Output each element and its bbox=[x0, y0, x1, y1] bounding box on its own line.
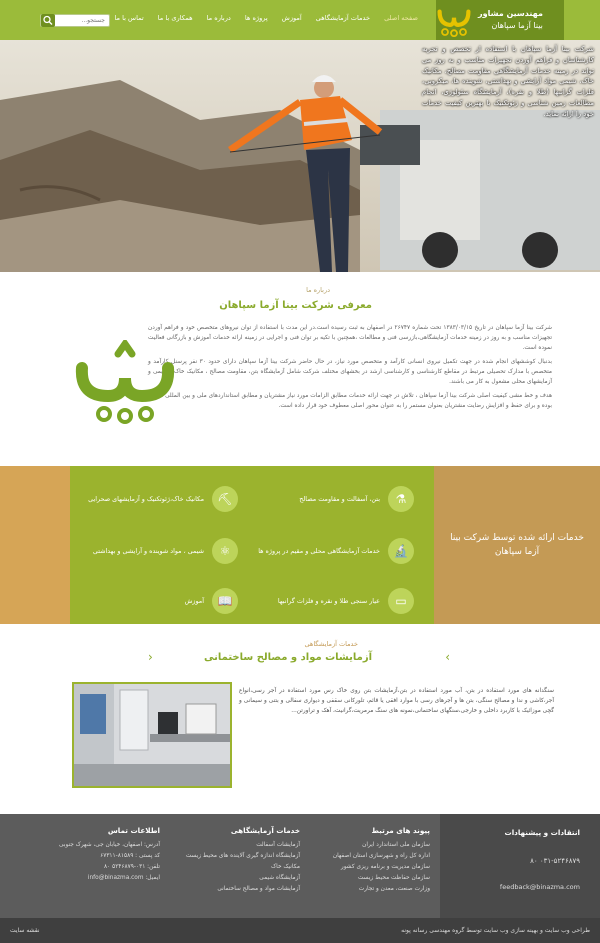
footer-lab-link[interactable]: مکانیک خاک bbox=[270, 864, 300, 870]
footer-lab-services-title: خدمات آزمایشگاهی bbox=[230, 826, 300, 835]
footer-lab-link[interactable]: آزمایشگاه شیمی bbox=[259, 875, 300, 881]
service-label: آموزش bbox=[184, 597, 204, 605]
hero-text: شرکت بینا آزما سپاهان با استفاده از تخصص و تجربه کارشناسان و فراهم آوردن تجهیزات مناسب و به روز می تواند در زمینه خدمات آزمایشگاهی مقاومت مصالح، مکانیک خاک، شیمی مواد آرایشی و بهداشتی، شوینده ها، میکروبی، فلزات گرانبها (طلا و نقره)، آزمایشگاه سئولوژی، انجام مطالعات زمین شناسی و ژئوتکنیک با بهترین کیفیت خدمات خود را ارائه نماید. bbox=[422, 45, 594, 118]
search-button[interactable] bbox=[41, 14, 55, 27]
nav-cooperation[interactable]: همکاری با ما bbox=[157, 14, 193, 22]
book-icon: 📖 bbox=[212, 588, 238, 614]
footer-contact-title: اطلاعات تماس bbox=[107, 826, 160, 835]
footer-links bbox=[310, 826, 430, 897]
chemistry-icon: ⚛ bbox=[212, 538, 238, 564]
service-chemistry[interactable] bbox=[93, 538, 238, 564]
about-paragraph-3: هدف و خط مشی کیفیت اصلی شرکت بینا آزما سپاهان ، تلاش در جهت ارائه خدمات مطابق الزامات مورد نیاز مشتریان و مطابق استانداردهای ملی و بین المللی مرتبط بوده و برای حفظ و افزایش رضایت مشتریان بعنوان مستمر را به عنوان محور اصلی معطوف خود قرار داده است. bbox=[148, 393, 552, 409]
services-title: خدمات ارائه شده توسط شرکت بینا آزما سپاهان bbox=[434, 466, 600, 624]
about-paragraph-2: بدنبال کوششهای انجام شده در جهت تکمیل نیروی انسانی کارآمد و متخصص مورد نیاز، در حال حاضر شرکت بینا آزما سپاهان دارای حدود ۳۰ نفر پرسنل کارآمد و متخصص با مدارک تحصیلی مرتبط در مقاطع کارشناسی و کارشناسی ارشد در بخشهای مختلف شرکت شامل آزمایشگاه بتن، مقاومت مصالح ، مکانیک خاک ، شیمی و آزمایشهای محلی مشغول به کار می باشند. bbox=[148, 359, 552, 385]
lab-body: سنگدانه های مورد استفاده در بتن، آب مورد استفاده در بتن،آزمایشات بتن روی خاک رس مورد استفاده در آجر رسی،انواع آجر،کاشی و ندا و مصالح سنگی، بتن ها و آجرهای رسی با موارد افقی یا قائم، تلورکانی سقفی و دیواری سفالی و بتنی و سیمانی و گچی موزائیک با کاربرد داخلی و خارجی،سنگهای ساختمانی،نمونه های سنگ مرمریت،گرانیت، آهک و تراورتن... bbox=[239, 688, 554, 714]
footer-feedback-title: انتقادات و پیشنهادات bbox=[504, 828, 580, 837]
logo-line-2: بينا آزما سپاهان bbox=[491, 21, 543, 30]
microscope-icon: 🔬 bbox=[388, 538, 414, 564]
service-label: بتن، آسفالت و مقاومت مصالح bbox=[299, 495, 380, 503]
footer-contact-phone: تلفن: ۰۳۱-۵۲۴۶۸۷۹ ۸۰ bbox=[104, 864, 160, 870]
main-nav bbox=[107, 14, 425, 22]
bottom-bar bbox=[0, 918, 600, 943]
service-label: عیار سنجی طلا و نقره و فلزات گرانبها bbox=[277, 597, 380, 605]
service-label: شیمی ، مواد شوینده و آرایشی و بهداشتی bbox=[92, 547, 204, 555]
footer-link[interactable]: سازمان حفاظت محیط زیست bbox=[357, 875, 430, 881]
footer-link[interactable]: سازمان مدیریت و برنامه ریزی کشور bbox=[340, 864, 430, 870]
service-training[interactable] bbox=[185, 588, 238, 614]
lab-photo-image bbox=[74, 684, 230, 786]
flask-icon: ⚗ bbox=[388, 486, 414, 512]
service-onsite-lab[interactable] bbox=[258, 538, 414, 564]
copyright-text[interactable]: طراحی وب سایت و بهینه سازی وب سایت توسط گروه مهندسی رسانه پونه bbox=[401, 927, 590, 934]
footer-feedback-email[interactable]: feedback@binazma.com bbox=[499, 883, 580, 891]
carousel-next-icon[interactable]: › bbox=[445, 650, 450, 664]
services-left-strip bbox=[0, 466, 70, 624]
about-body bbox=[148, 323, 552, 415]
lab-photo bbox=[72, 682, 232, 788]
company-logo-large-icon bbox=[70, 340, 180, 424]
footer-feedback-phone: ۰۳۱-۵۲۴۶۸۷۹ ۸۰ bbox=[530, 857, 580, 865]
carousel-prev-icon[interactable]: ‹ bbox=[148, 650, 153, 664]
service-label: مکانیک خاک،ژئوتکنیک و آزمایشهای صحرایی bbox=[88, 495, 204, 503]
footer-contact-email[interactable]: ایمیل: info@binazma.com bbox=[87, 875, 160, 881]
about-paragraph-1: شرکت بینا آزما سپاهان در تاریخ ۱۳۸۳/۰۳/۱۵ تحت شماره ۲۶۷۴۷ در اصفهان به ثبت رسیده است.در این مدت با استفاده از توان نیروهای متخصص خود و فراهم آوردن تجهیزات مناسب و به روز در زمینه خدمات آزمایشگاهی،بازرسی فنی و مطالعات ،همچنین با تکیه بر توان فنی و اجرایی در زمینه ارائه خدمات آموزش و بازرگانی فعالیت نموده است. bbox=[148, 325, 553, 351]
footer-links-title: پیوند های مرتبط bbox=[371, 826, 430, 835]
logo-line-1: مهندسين مشاور bbox=[478, 9, 543, 18]
gold-bars-icon: ▭ bbox=[388, 588, 414, 614]
footer-lab-link[interactable]: آزمایشگاه اندازه گیری آلاینده های محیط زیست bbox=[185, 853, 300, 859]
service-soil[interactable] bbox=[88, 486, 238, 512]
service-label: خدمات آزمایشگاهی محلی و مقیم در پروژه ها bbox=[258, 547, 380, 555]
footer-lab-link[interactable]: آزمایشات آسفالت bbox=[256, 842, 300, 848]
about-label: درباره ما bbox=[306, 286, 330, 294]
lab-label: خدمات آزمایشگاهی bbox=[304, 640, 358, 648]
nav-projects[interactable]: پروژه ها bbox=[244, 14, 268, 22]
footer-contact-address: آدرس: اصفهان، خیابان جی، شهرک جنوبی bbox=[59, 842, 160, 848]
nav-lab-services[interactable]: خدمات آزمایشگاهی bbox=[315, 14, 371, 22]
sitemap-link[interactable]: نقشه سایت bbox=[10, 927, 40, 934]
logo-text bbox=[478, 8, 543, 32]
nav-training[interactable]: آموزش bbox=[281, 14, 302, 22]
footer-lab-link[interactable]: آزمایشات مواد و مصالح ساختمانی bbox=[217, 886, 300, 892]
footer-contact-postal: کد پستی : ۸۱۵۸۹-۶۷۳۱۱ bbox=[100, 853, 160, 859]
footer-feedback bbox=[450, 828, 580, 896]
footer-link[interactable]: سازمان ملی استاندارد ایران bbox=[362, 842, 430, 848]
footer-contact bbox=[10, 826, 160, 886]
about-title: معرفی شرکت بینا آزما سپاهان bbox=[219, 300, 372, 311]
search-icon bbox=[41, 14, 55, 27]
site-logo-link[interactable] bbox=[436, 0, 564, 40]
lab-title: آزمایشات مواد و مصالح ساختمانی bbox=[204, 652, 372, 663]
service-concrete[interactable] bbox=[299, 486, 414, 512]
nav-home[interactable]: صفحه اصلی bbox=[384, 14, 418, 22]
footer-lab-services bbox=[170, 826, 300, 897]
nav-contact[interactable]: تماس با ما bbox=[114, 14, 144, 22]
shovel-icon: ⛏ bbox=[212, 486, 238, 512]
service-gold-assay[interactable] bbox=[278, 588, 414, 614]
footer-link[interactable]: اداره کل راه و شهرسازی استان اصفهان bbox=[332, 853, 430, 859]
company-logo-icon bbox=[436, 3, 472, 37]
footer-link[interactable]: وزارت صنعت، معدن و تجارت bbox=[358, 886, 430, 892]
nav-about[interactable]: درباره ما bbox=[206, 14, 231, 22]
